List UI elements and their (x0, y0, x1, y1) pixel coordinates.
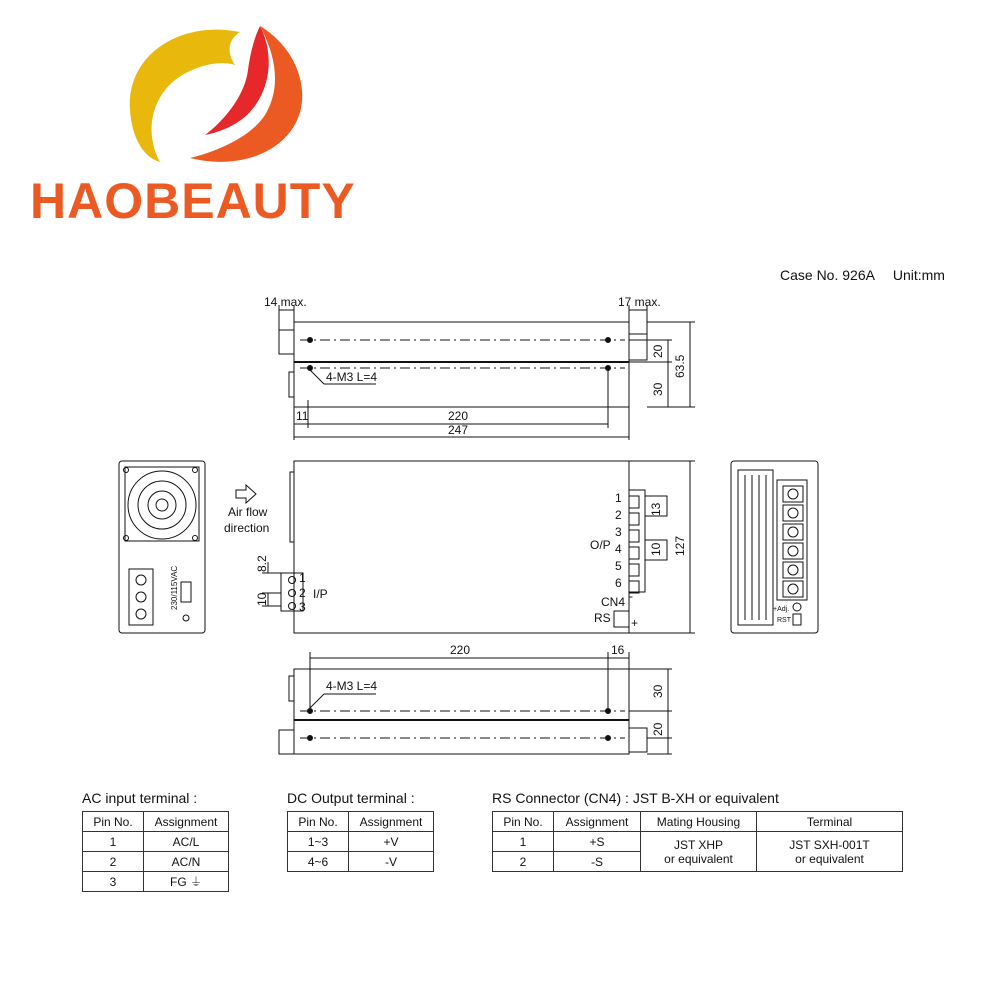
housing-line-2: or equivalent (664, 851, 733, 866)
dim-10-out: 10 (649, 542, 663, 556)
dim-30-top: 30 (651, 382, 665, 396)
ac-table-title: AC input terminal : (82, 790, 198, 806)
rs-header-terminal: Terminal (757, 812, 903, 832)
out-pin-4: 4 (615, 542, 622, 556)
dim-17max: 17 max. (618, 295, 661, 309)
dim-11: 11 (296, 409, 309, 423)
table-cell: AC/L (144, 832, 229, 852)
terminal-line-1: JST SXH-001T (789, 837, 870, 852)
table-row (288, 852, 434, 872)
dim-16: 16 (611, 643, 625, 657)
op-label: O/P (590, 538, 611, 552)
table-cell: AC/N (144, 852, 229, 872)
rs-header-housing: Mating Housing (641, 812, 757, 832)
in-pin-2: 2 (299, 586, 306, 600)
dim-20-top: 20 (651, 344, 665, 358)
dim-8.2: 8.2 (255, 555, 269, 572)
dc-header-pin: Pin No. (288, 812, 349, 832)
table-cell: 2 (83, 852, 144, 872)
table-row (83, 832, 229, 852)
rs-header-pin: Pin No. (493, 812, 554, 832)
cn4-label: CN4 (601, 595, 626, 609)
terminal-line-2: or equivalent (795, 851, 864, 866)
case-number: Case No. 926A (780, 267, 875, 283)
table-cell: 3 (83, 872, 144, 892)
mount-label-top: 4-M3 L=4 (326, 370, 378, 384)
adj-label: +Adj. (773, 606, 790, 613)
in-pin-3: 3 (299, 600, 306, 614)
table-cell: 4~6 (288, 852, 349, 872)
table-cell: 2 (493, 852, 554, 872)
table-cell: -V (349, 852, 434, 872)
out-pin-5: 5 (615, 559, 622, 573)
out-pin-3: 3 (615, 525, 622, 539)
table-cell: -S (554, 852, 641, 872)
table-row (288, 832, 434, 852)
rs-header-assignment: Assignment (554, 812, 641, 832)
rs-table-title: RS Connector (CN4) : JST B-XH or equivalent (492, 790, 779, 806)
mount-label-bottom: 4-M3 L=4 (326, 679, 378, 693)
unit-label: Unit:mm (892, 267, 945, 283)
out-pin-1: 1 (615, 491, 622, 505)
table-row (493, 832, 903, 852)
rst-label: RST (777, 617, 791, 624)
dim-20-bottom: 20 (651, 722, 665, 736)
rs-connector-table (492, 811, 903, 872)
dc-output-table (287, 811, 434, 872)
table-cell: FG ⏚ (144, 872, 229, 892)
brand-name: HAOBEAUTY (30, 173, 356, 229)
table-row (83, 852, 229, 872)
dim-14max: 14 max. (264, 295, 307, 309)
main-view (262, 461, 695, 633)
dim-247: 247 (448, 423, 469, 437)
rs-label: RS (594, 611, 611, 625)
ac-header-pin: Pin No. (83, 812, 144, 832)
fan-side-view (119, 461, 205, 633)
dim-63.5: 63.5 (673, 354, 687, 378)
airflow-arrow-icon (236, 485, 256, 503)
minus-sign: - (629, 589, 633, 603)
table-row (83, 872, 229, 892)
ac-header-assignment: Assignment (144, 812, 229, 832)
voltage-switch-label: 230/115VAC (170, 565, 179, 610)
table-cell: 1 (83, 832, 144, 852)
out-pin-2: 2 (615, 508, 622, 522)
bottom-view (279, 652, 672, 754)
table-cell: +S (554, 832, 641, 852)
dim-127: 127 (673, 535, 687, 556)
dim-30-bottom: 30 (651, 684, 665, 698)
housing-line-1: JST XHP (673, 837, 724, 852)
dim-220-top: 220 (448, 409, 469, 423)
table-cell: 1~3 (288, 832, 349, 852)
dc-header-assignment: Assignment (349, 812, 434, 832)
terminal-cell (757, 832, 903, 872)
ac-input-table (82, 811, 229, 892)
table-cell: 1 (493, 832, 554, 852)
ip-label: I/P (313, 587, 328, 601)
airflow-label-1: Air flow (228, 505, 268, 519)
dc-table-title: DC Output terminal : (287, 790, 415, 806)
plus-sign: + (631, 616, 639, 630)
housing-cell (641, 832, 757, 872)
out-pin-6: 6 (615, 576, 622, 590)
dim-13: 13 (649, 502, 663, 516)
table-cell: +V (349, 832, 434, 852)
dim-10-in: 10 (255, 592, 269, 606)
in-pin-1: 1 (299, 571, 306, 585)
dim-220-bottom: 220 (450, 643, 471, 657)
airflow-label-2: direction (224, 521, 270, 535)
